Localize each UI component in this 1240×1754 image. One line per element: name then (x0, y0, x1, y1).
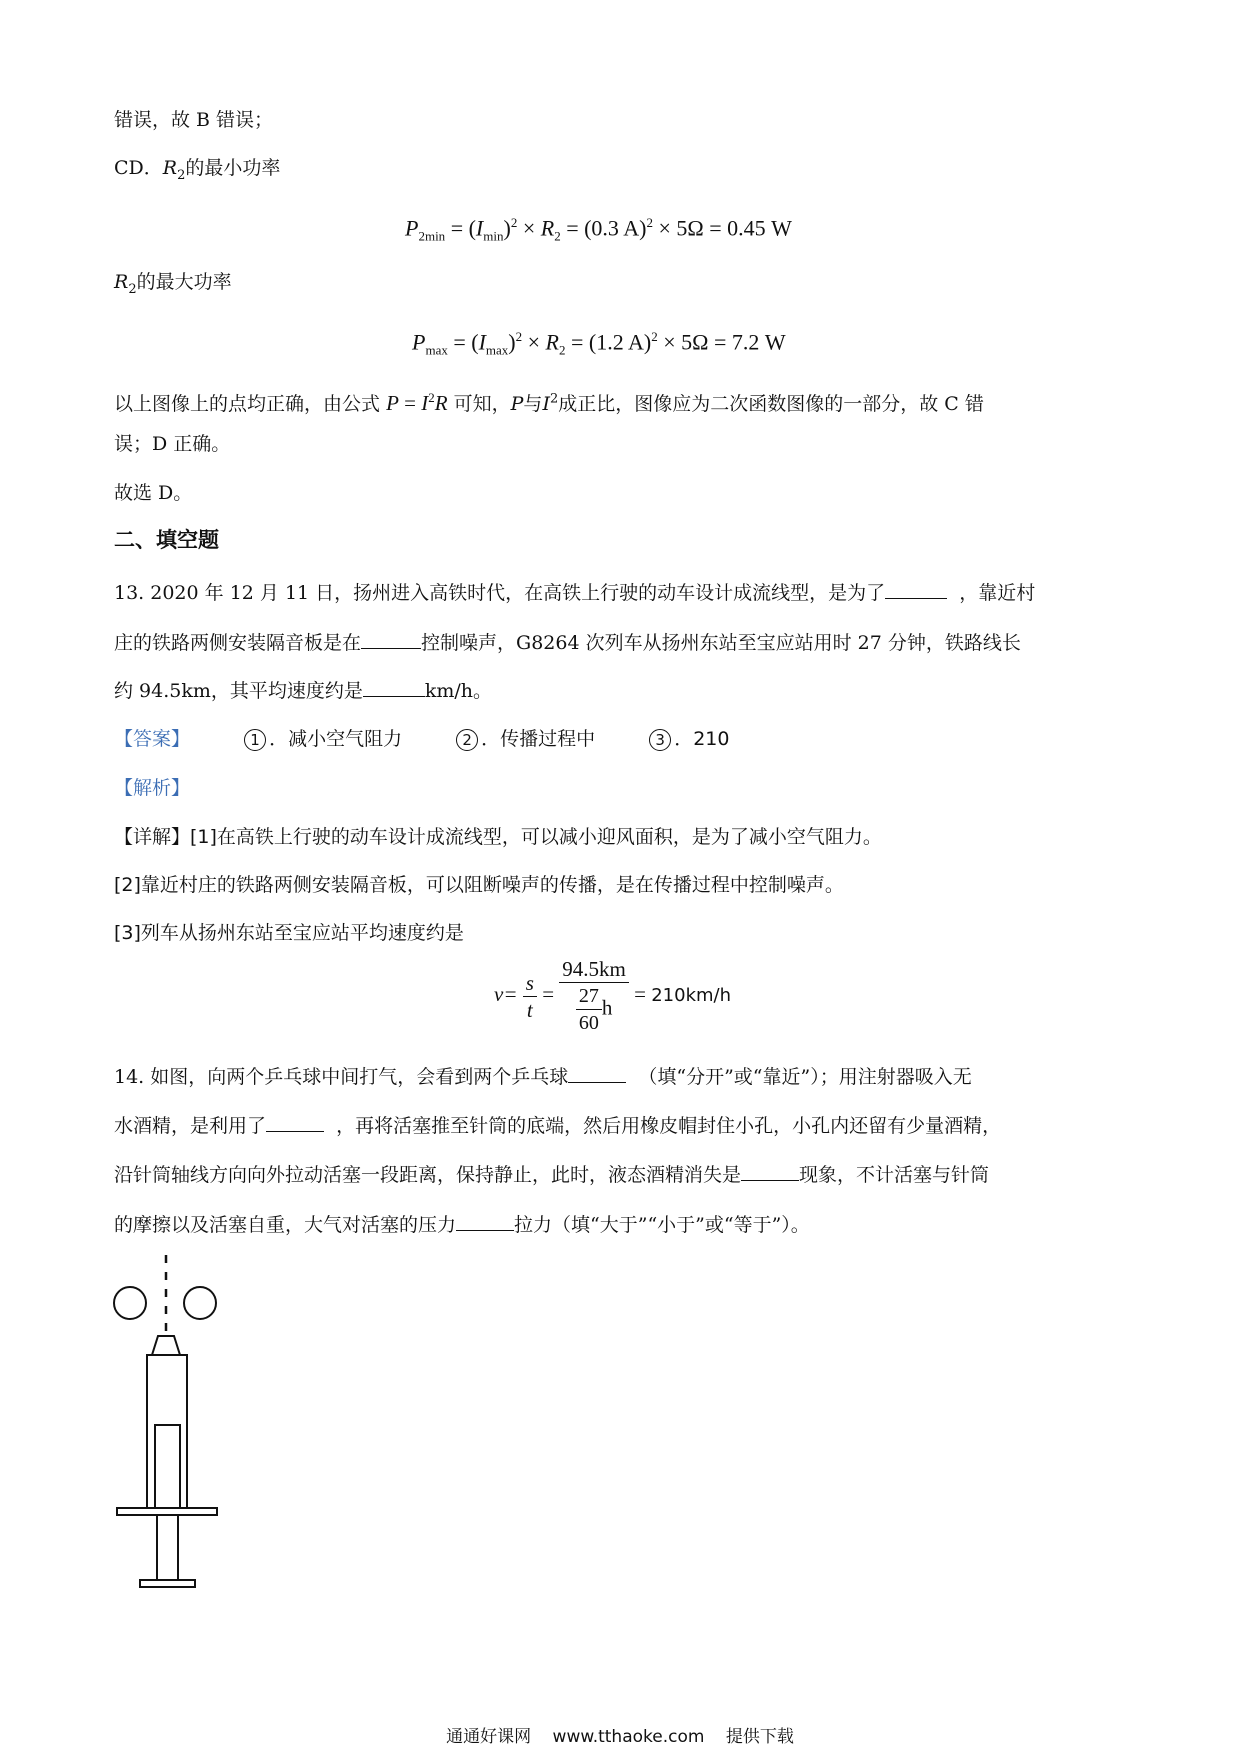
answer-text: ．210 (674, 728, 730, 750)
question-14-line (114, 1212, 810, 1237)
q13-text: 约 94.5km，其平均速度约是 (114, 680, 363, 702)
equation-max-power: $P_{max} = (I_{max})^2 \times R_2 = (1.2$ A)$^2$ × 5Ω = 7.2 W (412, 329, 786, 358)
answer-blank (361, 630, 421, 649)
q13-text: 控制噪声，G8264 次列车从扬州东站至宝应站用时 27 分钟，铁路线长 (421, 632, 1021, 654)
eq-subscript: max (425, 342, 448, 358)
formula-minutes: 27 (576, 983, 602, 1010)
detail-line: [3]列车从扬州东站至宝应站平均速度约是 (114, 922, 464, 944)
formula-sixty: 60 (578, 1012, 599, 1034)
question-13-line (114, 678, 492, 703)
page-footer (0, 1722, 1240, 1747)
syringe-ping-pong-figure (100, 1255, 230, 1610)
eq-symbol: I (478, 329, 486, 355)
eq-subscript: max (485, 342, 509, 358)
text-line (114, 156, 280, 188)
eq-value: (0.3 A) (584, 215, 647, 241)
answer-item (244, 727, 402, 751)
answer-text: ．传播过程中 (481, 728, 596, 750)
analysis-label: 【解析】 (114, 777, 191, 799)
answer-row (114, 727, 729, 751)
detail-line: [2]靠近村庄的铁路两侧安装隔音板，可以阻断噪声的传播，是在传播过程中控制噪声。 (114, 874, 844, 896)
ping-pong-ball-right (184, 1287, 216, 1319)
eq-subscript: 2min (418, 228, 446, 244)
line-part: 与 (523, 393, 543, 415)
q14-text: 沿针筒轴线方向向外拉动活塞一段距离，保持静止，此时，液态酒精消失是 (114, 1164, 742, 1186)
text-line: 以上图像上的点均正确，由公式 $P = I^2R$ 可知，P与$I^2$成正比，图像应为二次函数图像的一部分，故 C 错 (114, 390, 984, 415)
eq-value: (1.2 A) (588, 329, 652, 355)
answer-number: 2 (456, 729, 478, 751)
formula-result: 210km/h (651, 984, 732, 1006)
fraction-s-over-t (523, 970, 537, 1023)
formula-t: t (526, 997, 533, 1022)
eq-result: × 5Ω = 0.45 W (658, 215, 792, 241)
line-part: 以上图像上的点均正确，由公式 (114, 393, 381, 415)
answer-text: ．减小空气阻力 (269, 728, 403, 750)
question-14-line (114, 1162, 989, 1187)
footer-site-name: 通通好课网 (446, 1727, 532, 1747)
text-line: 故选 D。 (114, 482, 193, 504)
r2-symbol: R (114, 271, 129, 293)
answer-blank (741, 1162, 799, 1181)
r2-symbol: R (162, 157, 178, 179)
q13-text: km/h。 (424, 680, 493, 702)
answer-item (649, 727, 729, 751)
text-line: 错误，故 B 错误； (114, 109, 274, 131)
speed-formula: v= $\frac{s}{t}$ = 94.5km $\frac{27}{60}$ h = 210km/h (494, 957, 732, 1034)
answer-blank (456, 1212, 514, 1231)
question-13-line (114, 630, 1021, 655)
eq-symbol: I (475, 215, 484, 241)
section-title: 二、填空题 (114, 527, 219, 552)
answer-blank (885, 580, 947, 599)
q14-text: ，再将活塞推至针筒的底端，然后用橡皮帽封住小孔，小孔内还留有少量酒精， (336, 1115, 1002, 1137)
q13-text: 庄的铁路两侧安装隔音板是在 (114, 632, 362, 654)
line-prefix: CD． (114, 157, 163, 179)
formula-hour-unit: h (601, 995, 613, 1020)
ping-pong-ball-left (114, 1287, 146, 1319)
eq-symbol: P (405, 215, 419, 241)
answer-blank (363, 678, 425, 697)
formula-s: s (525, 970, 534, 995)
answer-number: 3 (649, 729, 671, 751)
fraction-distance-over-time (559, 956, 629, 1036)
question-13-line (114, 580, 1035, 605)
eq-result: × 5Ω = 7.2 W (663, 329, 786, 355)
line-suffix: 的最大功率 (136, 271, 232, 293)
answer-label: 【答案】 (114, 728, 191, 750)
text-line: 误；D 正确。 (114, 433, 231, 455)
equation-min-power: $P_{2min} = (I_{min})^2 \times R_2 = (0.3$ A)$^2$ × 5Ω = 0.45 W (405, 215, 792, 244)
question-14-line (114, 1113, 1001, 1138)
answer-item (456, 727, 595, 751)
answer-blank (568, 1064, 626, 1083)
eq-subscript: min (483, 228, 504, 244)
text-line (114, 270, 232, 302)
fraction-time (576, 983, 602, 1036)
detail-line: 【详解】[1]在高铁上行驶的动车设计成流线型，可以减小迎风面积，是为了减小空气阻力。 (114, 826, 882, 848)
footer-action: 提供下载 (725, 1727, 794, 1747)
answer-number: 1 (244, 729, 266, 751)
plunger-rod (157, 1515, 178, 1580)
q14-text: 水酒精，是利用了 (114, 1115, 267, 1137)
formula-v: v= (494, 981, 518, 1006)
syringe-flange (117, 1508, 217, 1515)
answer-blank (266, 1113, 324, 1132)
q14-text: 的摩擦以及活塞自重，大气对活塞的压力 (114, 1214, 457, 1236)
r2-subscript: 2 (128, 281, 137, 297)
q14-text: （填“分开”或“靠近”）；用注射器吸入无 (638, 1066, 972, 1088)
line-part: 成正比，图像应为二次函数图像的一部分，故 C 错 (558, 393, 984, 415)
plunger-thumb-rest (140, 1580, 195, 1587)
q14-text: 拉力（填“大于”“小于”或“等于”）。 (514, 1214, 810, 1236)
r2-subscript: 2 (177, 167, 186, 183)
syringe-piston (155, 1425, 180, 1508)
eq-symbol: P (412, 329, 426, 355)
q13-text: 13. 2020 年 12 月 11 日，扬州进入高铁时代，在高铁上行驶的动车设计成流线型，是为了 (114, 582, 886, 604)
q14-text: 14. 如图，向两个乒乓球中间打气，会看到两个乒乓球 (114, 1066, 569, 1088)
q13-text: ，靠近村 (959, 582, 1036, 604)
formula-distance: 94.5km (562, 957, 626, 981)
line-suffix: 的最小功率 (185, 157, 281, 179)
q14-text: 现象，不计活塞与针筒 (799, 1164, 990, 1186)
footer-url[interactable]: www.tthaoke.com (552, 1727, 705, 1747)
syringe-tip (152, 1336, 180, 1355)
question-14-line (114, 1064, 972, 1089)
line-part: 可知， (453, 393, 511, 415)
